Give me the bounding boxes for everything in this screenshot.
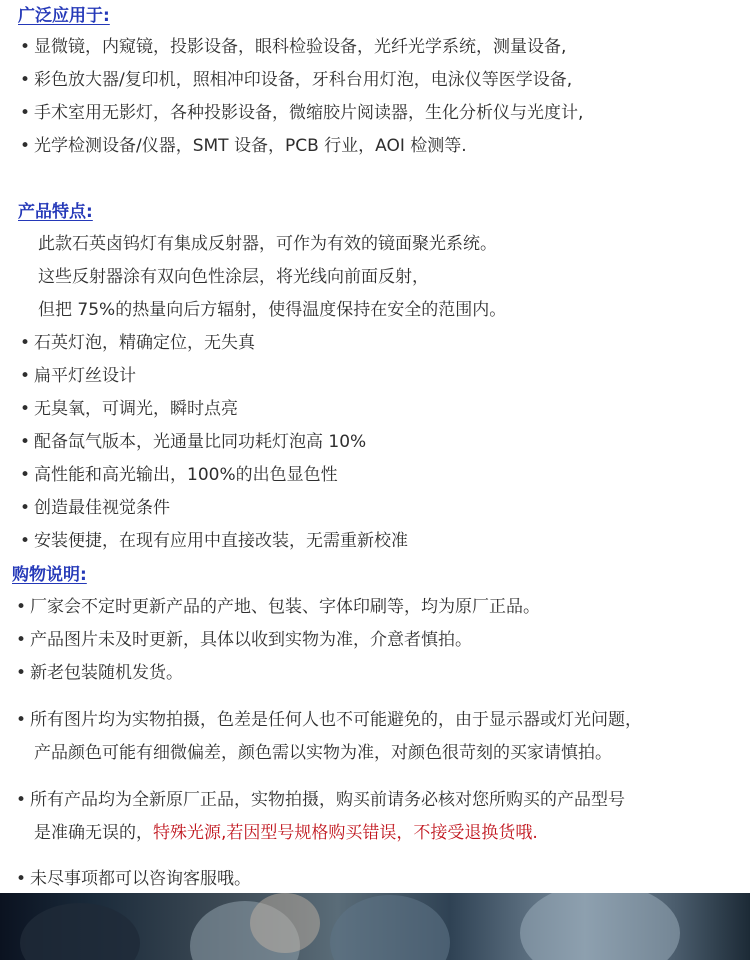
photo-detail [20, 903, 140, 960]
shopping-item-continuation [34, 821, 538, 845]
bullet: • [20, 531, 31, 551]
features-item: • 高性能和高光输出，100%的出色显色性 [20, 465, 338, 485]
features-intro-line: 这些反射器涂有双向色性涂层，将光线向前面反射， [38, 267, 429, 287]
shopping-heading: 购物说明: [12, 565, 87, 585]
applications-item: • 彩色放大器/复印机，照相冲印设备，牙科台用灯泡，电泳仪等医学设备, [20, 70, 573, 90]
features-item: • 扁平灯丝设计 [20, 366, 136, 386]
features-item: • 配备氙气版本，光通量比同功耗灯泡高 10% [20, 432, 367, 452]
shopping-item: • 新老包装随机发货。 [16, 663, 183, 683]
bullet: • [16, 790, 27, 810]
shopping-item: • 产品图片未及时更新，具体以收到实物为准，介意者慎拍。 [16, 630, 472, 650]
features-intro-line: 但把 75%的热量向后方辐射，使得温度保持在安全的范围内。 [38, 300, 507, 320]
bullet: • [16, 597, 27, 617]
bullet: • [16, 663, 27, 683]
bullet: • [20, 366, 31, 386]
warning-text: 特殊光源,若因型号规格购买错误，不接受退换货哦. [153, 823, 538, 843]
shopping-item-continuation: 产品颜色可能有细微偏差，颜色需以实物为准，对颜色很苛刻的买家请慎拍。 [34, 743, 612, 763]
photo-detail [520, 893, 680, 960]
features-item: • 无臭氧，可调光，瞬时点亮 [20, 399, 238, 419]
bullet: • [16, 630, 27, 650]
shopping-item: • 所有产品均为全新原厂正品，实物拍摄，购买前请务必核对您所购买的产品型号 [16, 790, 625, 810]
applications-item: • 手术室用无影灯，各种投影设备，微缩胶片阅读器，生化分析仪与光度计, [20, 103, 584, 123]
applications-item: • 光学检测设备/仪器，SMT 设备，PCB 行业，AOI 检测等. [20, 136, 467, 156]
bullet: • [20, 399, 31, 419]
bullet: • [16, 869, 27, 889]
bullet: • [16, 710, 27, 730]
bullet: • [20, 465, 31, 485]
features-item: • 安装便捷，在现有应用中直接改装，无需重新校准 [20, 531, 408, 551]
applications-heading: 广泛应用于: [18, 6, 110, 26]
features-item: • 石英灯泡，精确定位，无失真 [20, 333, 255, 353]
surgeons-photo [0, 893, 750, 960]
bullet: • [20, 70, 31, 90]
shopping-item: • 未尽事项都可以咨询客服哦。 [16, 869, 251, 889]
photo-detail [330, 895, 450, 960]
photo-detail [250, 893, 320, 953]
bullet: • [20, 333, 31, 353]
features-intro-line: 此款石英卤钨灯有集成反射器，可作为有效的镜面聚光系统。 [38, 234, 497, 254]
bullet: • [20, 498, 31, 518]
features-item: • 创造最佳视觉条件 [20, 498, 170, 518]
shopping-item: • 厂家会不定时更新产品的产地、包装、字体印刷等，均为原厂正品。 [16, 597, 540, 617]
features-heading: 产品特点: [18, 202, 93, 222]
plain-text: 是准确无误的， [34, 823, 153, 843]
bullet: • [20, 136, 31, 156]
shopping-item: • 所有图片均为实物拍摄，色差是任何人也不可能避免的，由于显示器或灯光问题， [16, 710, 642, 730]
bullet: • [20, 103, 31, 123]
bullet: • [20, 37, 31, 57]
bullet: • [20, 432, 31, 452]
applications-item: • 显微镜，内窥镜，投影设备，眼科检验设备，光纤光学系统，测量设备, [20, 37, 567, 57]
